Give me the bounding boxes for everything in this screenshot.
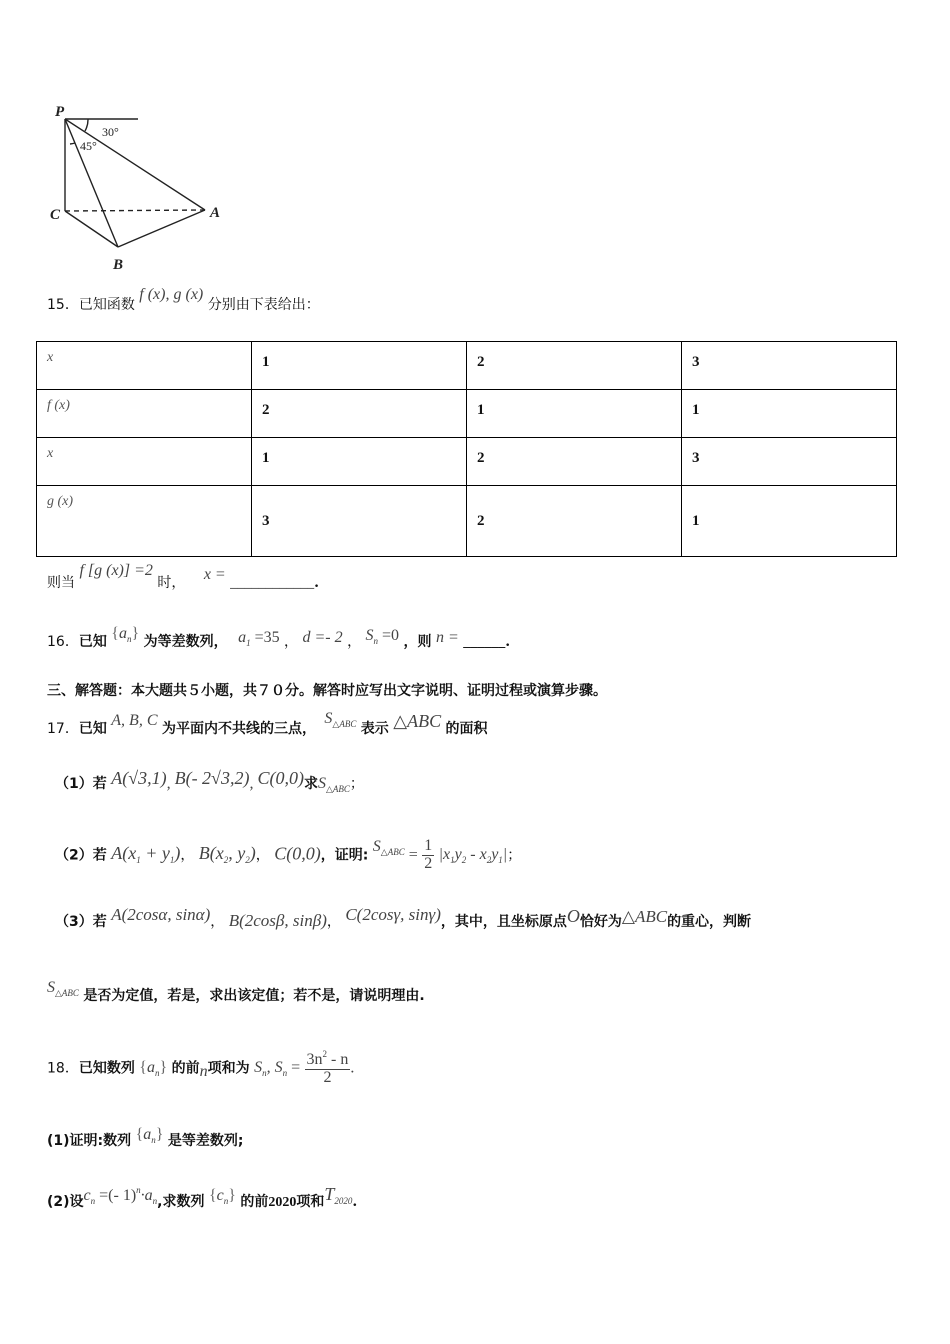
angle-label-45: 45° (80, 139, 97, 153)
edge-ca-dashed (65, 210, 205, 211)
q17-p3-origin: O (566, 906, 580, 926)
q17-p3-point-c: C(2cosγ, sinγ) (345, 905, 441, 924)
q18-part1 (47, 1126, 244, 1151)
q18-part2 (47, 1184, 358, 1212)
q18-p2-count: 2020 (268, 1195, 297, 1210)
q15-text-b: 分别由下表给出： (207, 297, 320, 313)
q16-text-b: 为等差数列， (143, 634, 228, 650)
table-cell: 1 (682, 486, 897, 557)
q17-part3 (55, 905, 752, 931)
q15-end: . (314, 575, 320, 591)
q17-p3-sep2: ， (326, 914, 341, 930)
q15-cond-pre: 则当 (47, 575, 75, 591)
vertex-label-p: P (55, 104, 65, 120)
q17-part3-cont (47, 979, 425, 1007)
q17-p3-text-b: 恰好为 (579, 914, 622, 930)
q17-stem (47, 710, 488, 740)
q17-p3-triangle: △ABC (621, 907, 668, 926)
q18-text-a: 已知数列 (78, 1060, 135, 1077)
q18-n: n (199, 1063, 208, 1081)
q16-a1: $a_1 =35$ (238, 629, 280, 648)
q16-sn: $S_n =0$ (365, 627, 400, 646)
q17-p2-point-b: $B(x_2$, $y_2$) (198, 843, 256, 866)
q18-sum: $S_n$, $S_n$ = (254, 1059, 301, 1079)
q17-p2-text: ，证明: (320, 847, 369, 864)
pyramid-figure (40, 95, 240, 280)
table-cell: x (37, 438, 252, 486)
table-row (37, 342, 897, 390)
q16-d: d =- 2 (302, 629, 343, 646)
q17-p2-abs: $|x_1y_2 - x_2y_1|$ (438, 846, 508, 866)
q17-text-c: 表示 (360, 721, 389, 737)
q16-text-c: ，则 (403, 634, 432, 650)
table-row (37, 438, 897, 486)
table-cell: 3 (682, 342, 897, 390)
angle-arc-30 (85, 119, 88, 131)
q16-n-eq: n = (435, 629, 459, 646)
q17-points: A, B, C (111, 712, 158, 729)
q17-p1-point-a: A(√3,1) (111, 768, 167, 788)
q18-p1-seq: $\{a_n\}$ (135, 1126, 164, 1145)
table-cell: 3 (252, 486, 467, 557)
q17-p3-text-c: 的重心，判断 (667, 914, 752, 930)
q17-p3-point-b: B(2cosβ, sinβ) (228, 911, 327, 930)
q18-p1-label: (1)证明:数列 (47, 1133, 132, 1149)
q15-text-a: 已知函数 (78, 297, 135, 313)
q17-p2-sep2: ， (255, 847, 270, 864)
q18-p2-seq: $\{c_n\}$ (208, 1187, 236, 1206)
q15-stem (47, 286, 320, 314)
q17-triangle: △ABC (393, 711, 442, 731)
q17-area-symbol: $S_{\triangle ABC}$ (324, 710, 357, 729)
table-cell: 2 (467, 438, 682, 486)
q17-text-a: 已知 (78, 721, 107, 737)
q18-number: 18． (47, 1060, 79, 1077)
table-cell: 1 (682, 390, 897, 438)
table-cell: 2 (252, 390, 467, 438)
vertex-label-b: B (113, 257, 124, 273)
q15-ans-var: x = (203, 566, 226, 583)
table-cell: 2 (467, 486, 682, 557)
q17-p2-point-a: $A(x_1 + y_1)$ (111, 843, 181, 866)
q16-end: . (505, 634, 511, 650)
angle-label-30: 30° (102, 125, 119, 139)
table-cell: 1 (467, 390, 682, 438)
q15-number: 15． (47, 297, 79, 313)
q17-p1-point-c: C(0,0) (257, 768, 304, 788)
q16-sep1: ， (284, 634, 299, 650)
q17-p1-end: ； (349, 776, 364, 792)
edge-ba (118, 210, 205, 247)
q18-p2-t: $T_{2020}$ (324, 1184, 353, 1206)
q18-p2-cn-def: $c_n$ =(- $1)^n\cdot a_n$ (83, 1185, 158, 1206)
table-row (37, 486, 897, 557)
q16-answer-blank[interactable]: ______ (463, 635, 506, 650)
q16-seq: $\{a_n\}$ (111, 625, 140, 644)
q17-p2-area: $S_{\triangle ABC}$ (372, 838, 405, 858)
table-cell: 2 (467, 342, 682, 390)
q17-p3-text-d: 是否为定值，若是，求出该定值；若不是，请说明理由. (83, 988, 425, 1004)
vertex-label-a: A (210, 205, 221, 221)
q17-p3-point-a: A(2cosα, sinα) (111, 905, 211, 924)
q17-text-d: 的面积 (445, 721, 488, 737)
q15-answer-blank[interactable]: ____________ (230, 576, 315, 591)
q17-p2-end: ； (507, 847, 522, 864)
table-cell: g (x) (37, 486, 252, 557)
vertex-label-c: C (50, 207, 61, 223)
q17-p2-label: （2）若 (55, 847, 107, 864)
q17-p3-area: $S_{\triangle ABC}$ (47, 979, 79, 998)
q18-seq: $\{a_n\}$ (139, 1059, 168, 1079)
q18-p2-end: . (352, 1194, 358, 1210)
q18-p2-text-b: 的前 (240, 1194, 269, 1210)
q18-text-c: 项和为 (207, 1060, 250, 1077)
q16-number: 16． (47, 634, 79, 650)
q15-cond-math: f [g (x)] =2 (79, 562, 153, 579)
edge-pa (65, 119, 205, 210)
table-cell: 1 (252, 438, 467, 486)
q17-p3-text-a: ，其中，且坐标原点 (440, 914, 567, 930)
q15-funcs: f (x), g (x) (139, 286, 204, 303)
q17-part1: （1）若 A(√3,1), B(- 2√3,2), C(0,0)求$S_{\triangle ABC}$； (55, 768, 364, 794)
table-cell: 1 (252, 342, 467, 390)
q18-end: . (350, 1059, 355, 1077)
q18-p2-text-a: ,求数列 (157, 1194, 205, 1210)
q17-p1-point-b: B(- 2√3,2) (174, 768, 250, 788)
q17-p2-sep1: ， (180, 847, 195, 864)
q17-p2-fraction: $\frac{1}{2}$ (424, 837, 433, 872)
q17-p3-label: （3）若 (55, 914, 107, 930)
q18-text-b: 的前 (171, 1060, 200, 1077)
q16-text-a: 已知 (78, 634, 107, 650)
table-cell: f (x) (37, 390, 252, 438)
q17-text-b: 为平面内不共线的三点， (161, 721, 316, 737)
q18-p1-text: 是等差数列; (167, 1133, 244, 1149)
function-table (36, 341, 897, 557)
q18-p2-text-c: 项和 (296, 1194, 325, 1210)
q16-stem (47, 625, 511, 652)
q17-part2: （2）若 $A(x_1 + y_1)$， $B(x_2$, $y_2$)， C(0,0)，证明: $S_{\triangle ABC}$ = $\frac{1}{2}$ $|x_1y_2 - x_2y_1|$； (55, 837, 522, 872)
table-row (37, 390, 897, 438)
q17-p1-area: $S_{\triangle ABC}$ (317, 775, 350, 794)
table-cell: x (37, 342, 252, 390)
table-cell: 3 (682, 438, 897, 486)
q17-number: 17． (47, 721, 79, 737)
q18-fraction: $\frac{3n^2 - n}{2}$ (306, 1049, 349, 1086)
q15-cond-mid: 时， (157, 575, 186, 591)
q16-sep2: ， (347, 634, 362, 650)
q17-p1-text: 求 (303, 776, 318, 792)
q17-p2-point-c: C(0,0) (274, 843, 321, 864)
q18-stem (47, 1050, 354, 1087)
section-heading: 三、解答题：本大题共５小题，共７０分。解答时应写出文字说明、证明过程或演算步骤。 (47, 683, 607, 699)
q17-p3-sep1: ， (210, 914, 225, 930)
angle-arc-45 (70, 143, 75, 144)
q18-p2-label: (2)设 (47, 1194, 84, 1210)
q15-condition (47, 562, 320, 592)
q17-p1-label: （1）若 (55, 776, 107, 792)
